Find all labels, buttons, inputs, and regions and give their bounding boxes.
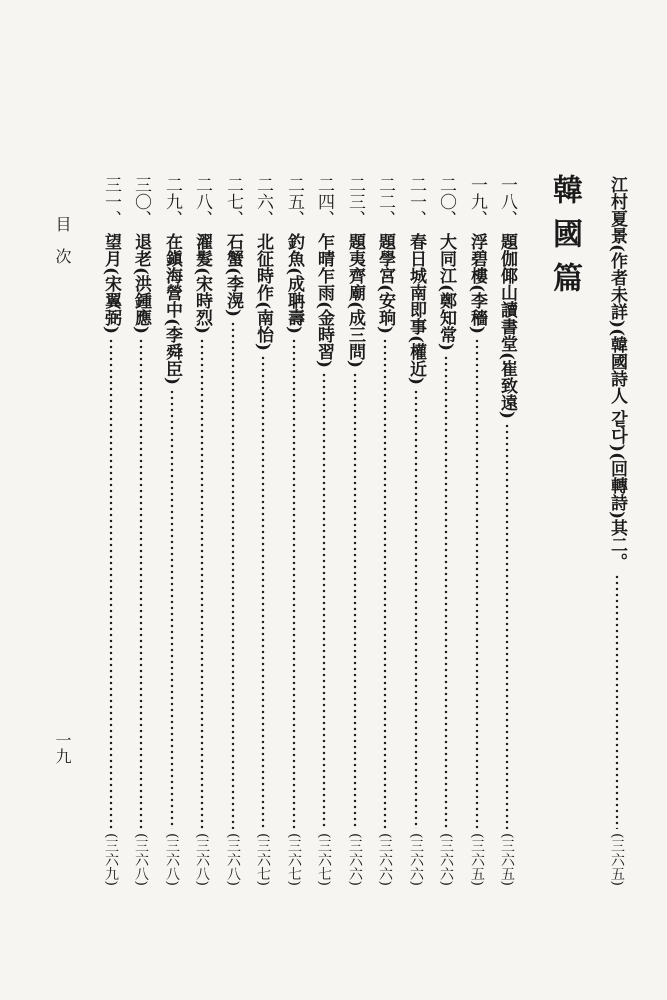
- entry-title: 釣魚(成聃壽): [284, 233, 304, 335]
- entry-page: (三六八): [194, 833, 210, 886]
- entry-number: 二一、: [406, 176, 426, 227]
- leader-dots: [253, 355, 273, 829]
- entry-number: 二〇、: [436, 176, 456, 227]
- leader-dots: [375, 338, 395, 829]
- entry-title: 石蟹(李滉): [223, 233, 243, 318]
- entry-page: (三六五): [469, 833, 485, 886]
- page-number: 一九: [53, 732, 72, 764]
- leader-dots: [131, 338, 151, 829]
- entry-number: 一九、: [467, 176, 487, 227]
- toc-entry: [406, 176, 426, 886]
- running-head: 目 次: [53, 216, 72, 264]
- entry-title: 濯髮(宋時烈): [192, 233, 212, 335]
- leader-dots: [345, 372, 365, 829]
- entry-page: (三六九): [103, 833, 119, 886]
- toc-entry: [345, 176, 365, 886]
- entry-title: 望月(宋翼弼): [101, 233, 121, 335]
- entry-title: 春日城南即事(權近): [406, 233, 426, 386]
- toc-entry: [253, 176, 273, 886]
- toc-entry: [375, 176, 395, 886]
- entry-page: (三六七): [316, 833, 332, 886]
- entry-number: 三一、: [101, 176, 121, 227]
- entry-page: (三六五): [609, 833, 625, 886]
- leader-dots: [192, 338, 212, 829]
- entry-number: 二九、: [162, 176, 182, 227]
- entry-page: (三六八): [164, 833, 180, 886]
- toc-entry: [436, 176, 456, 886]
- entry-page: (三六八): [133, 833, 149, 886]
- toc-entry: [314, 176, 334, 886]
- entry-page: (三六五): [499, 833, 515, 886]
- toc-entry: [497, 176, 517, 886]
- entry-page: (三六六): [377, 833, 393, 886]
- entry-number: 三〇、: [131, 176, 151, 227]
- entry-number: 二六、: [253, 176, 273, 227]
- toc-entry: [223, 176, 243, 886]
- leader-dots: [223, 321, 243, 829]
- entry-title: 江村夏景(作者未詳)(韓國詩人 같다)(回轉詩)其二。: [607, 176, 627, 571]
- entry-page: (三六六): [438, 833, 454, 886]
- toc-entry: [467, 176, 487, 886]
- entry-page: (三六六): [408, 833, 424, 886]
- entry-page: (三六六): [347, 833, 363, 886]
- entry-number: 二四、: [314, 176, 334, 227]
- entry-title: 題夷齊廟(成三問): [345, 233, 365, 369]
- leader-dots: [467, 338, 487, 829]
- entry-page: (三六八): [225, 833, 241, 886]
- entry-title: 乍晴乍雨(金時習): [314, 233, 334, 369]
- toc-entry: [192, 176, 212, 886]
- toc-entry: [131, 176, 151, 886]
- leader-dots: [607, 574, 627, 829]
- leader-dots: [314, 372, 334, 829]
- leader-dots: [436, 355, 456, 829]
- entry-number: 二三、: [345, 176, 365, 227]
- leader-dots: [497, 423, 517, 829]
- section-heading: 韓國篇: [547, 174, 582, 306]
- entry-number: 二八、: [192, 176, 212, 227]
- entry-title: 北征時作(南怡): [253, 233, 273, 352]
- toc-entry: [101, 176, 121, 886]
- entry-page: (三六七): [286, 833, 302, 886]
- toc-entry-top: [607, 176, 627, 886]
- entry-title: 在鎭海營中(李舜臣): [162, 233, 182, 386]
- leader-dots: [284, 338, 304, 829]
- entry-title: 退老(洪鍾應): [131, 233, 151, 335]
- entry-number: 二七、: [223, 176, 243, 227]
- entry-number: 二二、: [375, 176, 395, 227]
- entry-title: 浮碧樓(李穡): [467, 233, 487, 335]
- entry-title: 題學宮(安珦): [375, 233, 395, 335]
- toc-entry: [162, 176, 182, 886]
- entry-title: 大同江(鄭知常): [436, 233, 456, 352]
- entry-title: 題伽倻山讀書堂(崔致遠): [497, 233, 517, 420]
- leader-dots: [101, 338, 121, 829]
- leader-dots: [406, 389, 426, 829]
- entry-number: 二五、: [284, 176, 304, 227]
- toc-entry: [284, 176, 304, 886]
- entry-number: 一八、: [497, 176, 517, 227]
- leader-dots: [162, 389, 182, 829]
- entry-page: (三六七): [255, 833, 271, 886]
